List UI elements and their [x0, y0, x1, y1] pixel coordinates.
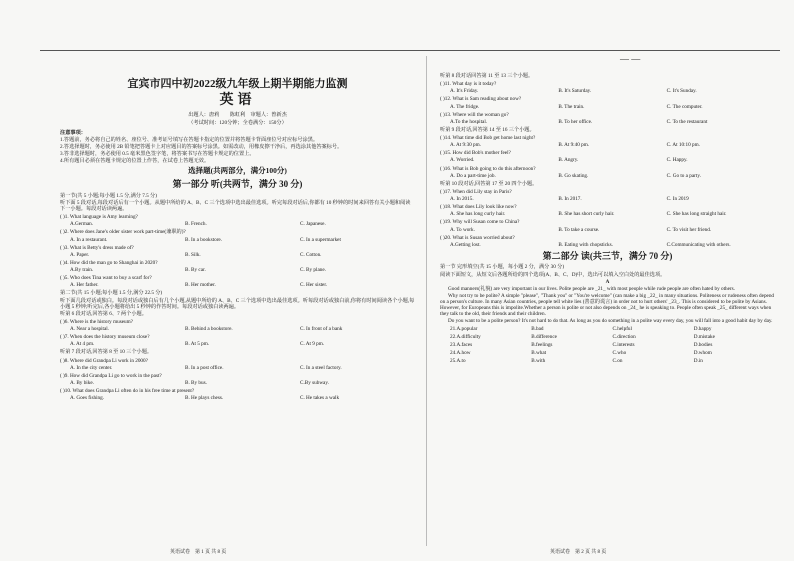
cloze-option: C.who	[612, 349, 627, 356]
authors-line: 出题人：唐莉 陈虹利 审题人：曾新杰	[188, 112, 287, 119]
page-2	[440, 72, 775, 366]
intro-11-13: 听第 8 段对话回答第 11 至 13 三个小题。	[440, 73, 534, 79]
option: B. She has short curly hair.	[558, 211, 615, 218]
option: C. She has long straight hair.	[666, 211, 727, 218]
question-stem: ( )15. How did Bob's mother feel?	[440, 150, 511, 157]
cloze-row	[450, 350, 775, 356]
sec2-instructions: 听下面几段对话或独白。每段对话或独白后有几个小题,从题中所给的 A、B、C 三个选项中选出最佳选项。听每段对话或独白前,你将有时间阅读各个小题,每小题 5 秒钟;听完后,各小题将给出 5 秒钟的作答时间。每段对话或独白读两遍。	[60, 297, 415, 310]
question-options	[70, 380, 415, 386]
cloze-row	[450, 334, 775, 340]
option: B. Silk.	[185, 251, 201, 258]
option: A. Near a hospital.	[70, 326, 110, 333]
question	[60, 373, 415, 386]
intro-17-20: 听第 10 段对话,回答第 17 至 20 四个小题。	[440, 180, 538, 187]
option: C. Her sister.	[300, 282, 328, 289]
question	[440, 96, 775, 109]
option: C. The computer.	[666, 103, 703, 110]
listening-part-title: 第一部分 听(共两节，满分 30 分)	[172, 179, 303, 190]
reading-part-title: 第二部分 读(共三节，满分 70 分)	[542, 250, 673, 261]
top-rule	[40, 50, 780, 51]
question-stem: ( )9. How did Grandpa Li go to work in the past?	[60, 372, 162, 379]
option: A. In a restaurant.	[70, 236, 108, 243]
option: B. It's Saturday.	[558, 88, 592, 95]
passage-paragraph: Why not try to be polite? A simple "please", "Thank you" or "You're welcome" (can make a big _22_ in many situations. Politeness or rudeness often depend on a person's culture. In many Asian countries, people tell white lies (善意的谎言) in order not to hurt others' _23_. This is considered to be polite by Asians. However, for Europeans this is impolite.Whether a person is polite or not also depends on _24_ he is speaking to. People often speak _25_ different ways when they talk to the old, their friends and their children.	[440, 292, 775, 318]
cloze-option: D.happy	[693, 325, 712, 332]
exam-info: （考试时间：120分钟；全卷满分：150分）	[188, 119, 287, 126]
option: B. Go skating.	[558, 172, 589, 179]
option: B. By bus.	[185, 379, 207, 386]
option: A. In the city center.	[70, 364, 113, 371]
notice-list	[60, 137, 415, 165]
question-options	[70, 365, 415, 371]
question	[60, 319, 415, 332]
question	[60, 260, 415, 273]
option: A. She has long curly hair.	[450, 211, 506, 218]
question	[440, 81, 775, 94]
passage-paragraph: Do you want to be a polite person? It's not hard to do that. As long as you do something in a polite way every day, you will fall into a good habit day by day.	[448, 318, 773, 325]
option: A. It's Friday.	[450, 88, 479, 95]
option: C. To visit her friend.	[666, 226, 712, 233]
option: C. It's Sunday.	[666, 88, 697, 95]
cloze-option: D.whom	[693, 349, 712, 356]
question-stem: ( )6. Where is the history museum?	[60, 318, 133, 325]
intro-14-16: 听第 9 段对话,回答第 14 至 16 三个小题。	[440, 126, 535, 133]
cloze-option: D.mistake	[693, 333, 715, 340]
question-options	[70, 282, 415, 288]
option: B. To take a course.	[558, 226, 600, 233]
question	[440, 204, 775, 217]
question	[440, 189, 775, 202]
option: C.By subway.	[300, 379, 329, 386]
question	[60, 275, 415, 288]
cloze-option: C.interests	[612, 341, 635, 348]
option: A.By train.	[70, 267, 94, 274]
question	[60, 358, 415, 371]
option: B. Behind a bookstore.	[185, 326, 233, 333]
passage-paragraph: Good manners(礼貌) are very important in our lives. Polite people are _21_ with most people while rude people are often hated by others.	[448, 285, 735, 292]
option: B. By car.	[185, 267, 206, 274]
subject-title: 英语	[219, 92, 256, 108]
questions-11-13	[440, 81, 775, 125]
page-1	[60, 70, 415, 403]
option: A. By bike.	[70, 379, 94, 386]
cloze-option: B.difference	[531, 333, 557, 340]
cloze-option: D.in	[693, 358, 703, 365]
footer-page-2: 英语试卷 第 2 页 共 8 页	[550, 550, 607, 555]
option: A. Her father.	[70, 282, 99, 289]
option: A. To work.	[450, 226, 475, 233]
cloze-options	[440, 326, 775, 365]
question	[60, 214, 415, 227]
option: A. Worried.	[450, 157, 475, 164]
option: C. At 9 pm.	[300, 341, 325, 348]
option: C. Japanese.	[300, 221, 326, 228]
cloze-option: 21.A.popular	[450, 325, 478, 332]
question-stem: ( )19. Why will Susan come to China?	[440, 219, 520, 226]
cloze-option: 22.A.difficulty	[450, 333, 481, 340]
notice-item: 3.答非选择题时，务必使用 0.5 毫米黑色签字笔，将答案书写在答题卡规定的位置上。	[60, 151, 255, 158]
option: A.To the hospital.	[450, 118, 488, 125]
option: B. French.	[185, 221, 207, 228]
passage-letter: A	[605, 278, 610, 285]
option: A. Do a part-time job.	[450, 172, 496, 179]
cloze-option: 23.A.faces	[450, 341, 473, 348]
question-options	[70, 252, 415, 258]
question-stem: ( )16. What is Bob going to do this afternoon?	[440, 165, 536, 172]
cloze-row	[450, 342, 775, 348]
question-stem: ( )8. Where did Grandpa Li work in 2000?	[60, 357, 148, 364]
question	[60, 229, 415, 242]
question-stem: ( )1. What language is Amy learning?	[60, 214, 138, 221]
option: B. In 2017.	[558, 196, 582, 202]
question-stem: ( )12. What is Sam reading about now?	[440, 96, 522, 103]
question-stem: ( )2. Where does Jane's older sister work part-time(兼职的)?	[60, 229, 186, 236]
question-stem: ( )3. What is Betty's dress made of?	[60, 244, 134, 251]
option: C. Happy.	[666, 157, 688, 164]
option: C. By plane.	[300, 267, 326, 274]
option: A. Goes fishing.	[70, 395, 105, 402]
question-stem: ( )18. What does Lily look like now?	[440, 204, 517, 211]
question-options	[450, 211, 775, 217]
question-options	[70, 267, 415, 273]
cloze-row	[450, 358, 775, 364]
option: A.German.	[70, 221, 94, 228]
question	[60, 388, 415, 401]
question-options	[450, 227, 775, 233]
column-divider	[426, 56, 427, 546]
questions-8-10	[60, 358, 415, 402]
question-options	[70, 237, 415, 243]
option: B. Angry.	[558, 157, 579, 164]
option: C. In 2019	[666, 196, 689, 202]
option: C. He takes a walk	[300, 395, 340, 402]
question	[440, 166, 775, 179]
school-title: 宜宾市四中初2022级九年级上期半期能力监测	[127, 78, 348, 90]
cloze-option: B.what	[531, 349, 547, 356]
cloze-option: 24.A.how	[450, 349, 471, 356]
sec1-title: 第一节(共 5 小题;每小题 1.5 分,满分 7.5 分)	[60, 192, 157, 199]
option: A. The fridge.	[450, 103, 480, 110]
cloze-row	[450, 326, 775, 332]
question-stem: ( )5. Who does Tina want to buy a scarf for?	[60, 275, 152, 282]
question-options	[450, 157, 775, 163]
option: B. To her office.	[558, 118, 593, 125]
option: C. At 10:10 pm.	[666, 142, 700, 149]
cloze-option: B.with	[531, 358, 546, 365]
option: B. At 5 pm.	[185, 341, 210, 348]
option: C. To the restaurant	[666, 118, 708, 125]
cloze-option: C.on	[612, 358, 623, 365]
cloze-option: C.helpful	[612, 325, 632, 332]
intro-8-10: 听第 7 段对话,回答第 8 至 10 三个小题。	[60, 349, 153, 356]
notice-item: 1.答题前，务必将自己的姓名、座位号、准考证号填写在答题卡指定的位置并将答题卡背面座位号对应标号涂黑。	[60, 136, 319, 143]
option: C. In a steel factory.	[300, 364, 342, 371]
questions-17-20	[440, 189, 775, 248]
question-options	[450, 104, 775, 110]
cloze-option: B.feelings	[531, 341, 553, 348]
option: A.Getting lost.	[450, 241, 481, 248]
question	[440, 135, 775, 148]
option: B. The train.	[558, 103, 585, 110]
questions-14-16	[440, 135, 775, 179]
option: A. In 2015.	[450, 196, 474, 202]
question-stem: ( )17. When did Lily stay in Paris?	[440, 188, 512, 195]
question-options	[450, 242, 775, 248]
option: C. In front of a bank	[300, 326, 343, 333]
question	[60, 245, 415, 258]
footer-page-1: 英语试卷 第 1 页 共 8 页	[170, 550, 227, 555]
question-options	[70, 341, 415, 347]
notice-title: 注意事项：	[60, 129, 86, 136]
question-stem: ( )20. What is Susan worried about?	[440, 234, 515, 241]
question	[440, 235, 775, 248]
notice-item: 4.所有题目必须在答题卡规定的位置上作答，在试卷上答题无效。	[60, 158, 210, 165]
sec1-instructions: 听下面 5 段对话,每段对话后有一个小题。从题中所给的 A、B、C 三个选项中选出最佳选项。听完每段对话后,你都有 10 秒钟的时间来回答有关小题和阅读下一小题。每段对话读两遍。	[60, 199, 411, 213]
option: B. Eating with chopsticks.	[558, 241, 613, 248]
option: C. Cotton.	[300, 251, 322, 258]
option: C. In a supermarket	[300, 236, 341, 243]
option: B. He plays chess.	[185, 395, 224, 402]
cloze-option: 25.A.to	[450, 358, 466, 365]
corner-mark: — —	[620, 54, 641, 64]
option: B. In a bookstore.	[185, 236, 223, 243]
question	[440, 150, 775, 163]
question	[440, 219, 775, 232]
cloze-option: C.direction	[612, 333, 636, 340]
question	[440, 112, 775, 125]
question-stem: ( )7. When does the history museum close?	[60, 334, 150, 341]
question-options	[70, 221, 415, 227]
cloze-instructions: 阅读下面短文，从短文后各题所给的四个选项(A、B、C、D)中，选出可以填入空白处的最佳选项。	[440, 271, 666, 278]
question-options	[70, 395, 415, 401]
question-options	[450, 196, 775, 202]
option: A. Paper.	[70, 251, 90, 258]
questions-1-5	[60, 214, 415, 288]
question-options	[450, 142, 775, 148]
option: A. At 4 pm.	[70, 341, 95, 348]
option: B. At 9:40 pm.	[558, 142, 590, 149]
question-options	[70, 326, 415, 332]
cloze-option: D.bodies	[693, 341, 713, 348]
question-stem: ( )10. What does Grandpa Li often do in his free time at present?	[60, 388, 195, 395]
question	[60, 334, 415, 347]
option: C.Communicating with others.	[666, 241, 731, 248]
option: A. At 9:30 pm.	[450, 142, 481, 149]
question-options	[450, 119, 775, 125]
choice-part-title: 选择题(共两部分，满分100分)	[188, 166, 287, 176]
intro-6-7: 听第 6 段对话,回答第 6、7 两个小题。	[60, 310, 147, 317]
passage	[440, 286, 775, 325]
question-options	[450, 88, 775, 94]
question-stem: ( )11. What day is it today?	[440, 81, 497, 88]
option: B. Her mother.	[185, 282, 216, 289]
notice-item: 2.答选择题时，务必使用 2B 铅笔把答题卡上对应题目的答案标号涂黑。如需改动，用橡皮擦干净后，再选涂其他答案标号。	[60, 143, 343, 150]
question-stem: ( )4. How did the man go to Shanghai in 2020?	[60, 259, 158, 266]
question-stem: ( )14. What time did Bob get home last night?	[440, 135, 536, 141]
sec2-title: 第二节(共 15 小题;每小题 1.5 分,满分 22.5 分)	[60, 290, 163, 297]
option: C. Go to a party.	[666, 172, 701, 179]
option: B. In a post office.	[185, 364, 224, 371]
question-options	[450, 173, 775, 179]
questions-6-7	[60, 319, 415, 348]
cloze-option: B.bad	[531, 325, 544, 332]
question-stem: ( )13. Where will the woman go?	[440, 111, 509, 118]
cloze-title: 第一节 完形填空(共 15 小题，每小题 2 分，满分 30 分)	[440, 264, 565, 271]
